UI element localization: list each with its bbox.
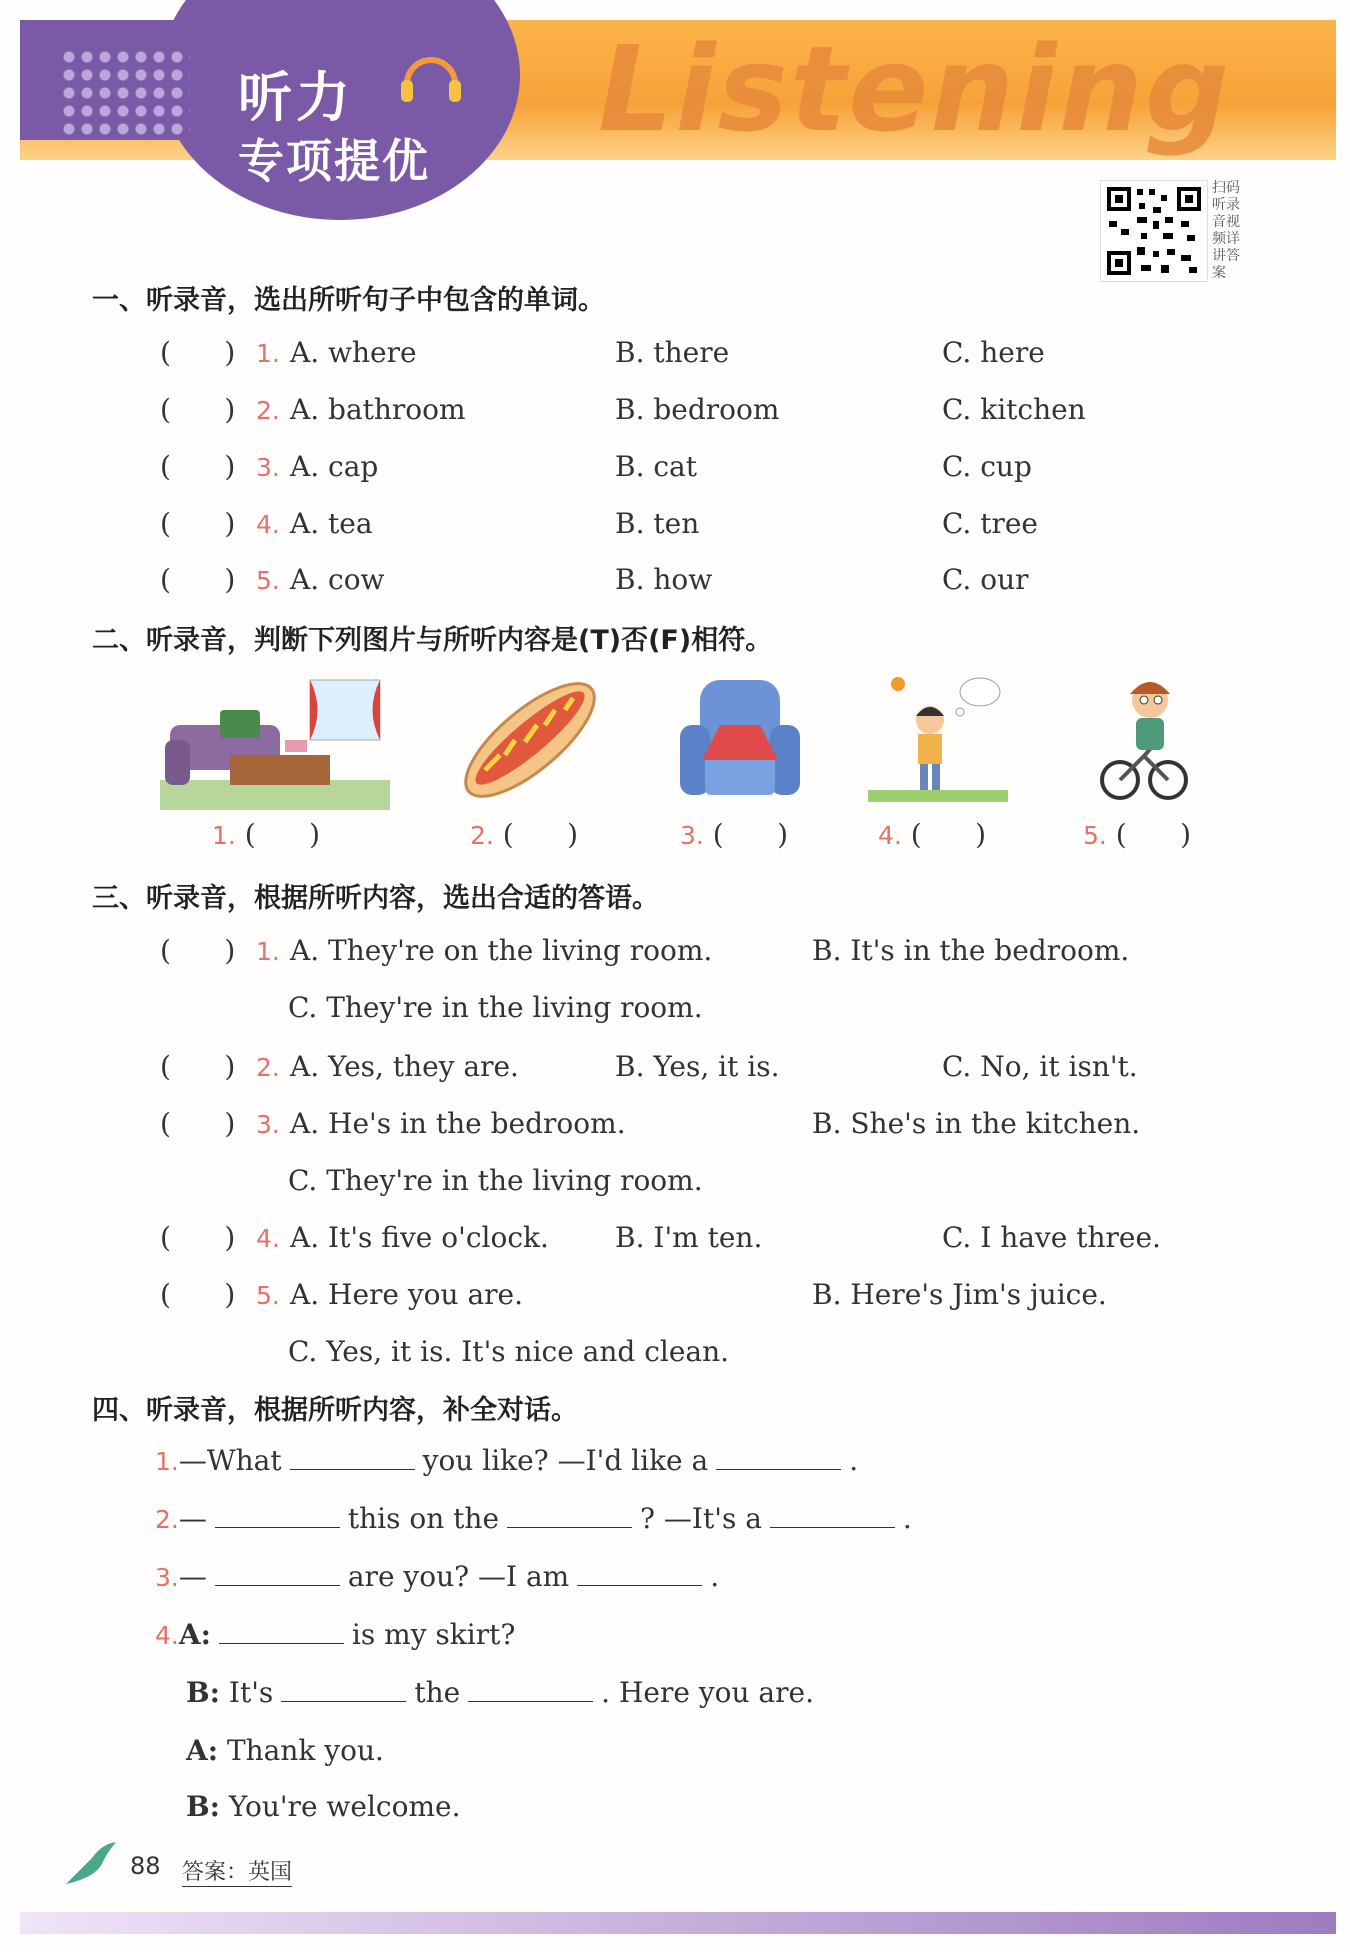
blank[interactable]	[468, 1679, 593, 1702]
title-cn-line1: 听力	[238, 66, 354, 129]
s3-option-b: B. It's in the bedroom.	[812, 934, 1130, 967]
s1-option-c: C. kitchen	[942, 393, 1086, 426]
s1-option-b: B. bedroom	[615, 393, 780, 426]
s1-answer-paren[interactable]: ( )	[160, 393, 236, 426]
picture5-answer[interactable]: 5. ( )	[1083, 818, 1192, 851]
s1-answer-paren[interactable]: ( )	[160, 450, 236, 483]
s3-answer-paren[interactable]: ( )	[160, 1278, 236, 1311]
picture3-answer[interactable]: 3. ( )	[680, 818, 789, 851]
dialogue-4-b2: B: You're welcome.	[186, 1790, 461, 1823]
s1-option-a: A. tea	[290, 507, 373, 540]
blank[interactable]	[770, 1505, 895, 1528]
s3-option-c: C. Yes, it is. It's nice and clean.	[288, 1335, 730, 1368]
picture2-answer[interactable]: 2. ( )	[470, 818, 579, 851]
s1-option-a: A. cap	[290, 450, 379, 483]
title-cn-line2: 专项提优	[238, 134, 430, 188]
blank[interactable]	[507, 1505, 632, 1528]
dialogue-2: 2.— this on the ? —It's a .	[155, 1502, 912, 1535]
s1-option-c: C. tree	[942, 507, 1039, 540]
s3-answer-paren[interactable]: ( )	[160, 1221, 236, 1254]
s1-answer-paren[interactable]: ( )	[160, 507, 236, 540]
s3-answer-paren[interactable]: ( )	[160, 1107, 236, 1140]
blank[interactable]	[281, 1679, 406, 1702]
s3-option-c: C. They're in the living room.	[288, 991, 703, 1024]
blank[interactable]	[716, 1447, 841, 1470]
s1-option-a: A. cow	[290, 563, 385, 596]
s3-option-a: A. They're on the living room.	[290, 934, 713, 967]
s3-option-a: A. Yes, they are.	[290, 1050, 519, 1083]
dialogue-1: 1.—What you like? —I'd like a .	[155, 1444, 859, 1477]
picture1-answer[interactable]: 1. ( )	[212, 818, 321, 851]
s1-option-b: B. there	[615, 336, 730, 369]
s1-item-number: 5.	[256, 566, 280, 595]
s3-option-c: C. I have three.	[942, 1221, 1161, 1254]
footer-bar	[20, 1912, 1336, 1934]
s3-option-a: A. Here you are.	[290, 1278, 524, 1311]
bird-icon	[62, 1838, 118, 1888]
s1-option-c: C. cup	[942, 450, 1032, 483]
dialogue-4-b1: B: It's the . Here you are.	[186, 1676, 814, 1709]
s1-option-a: A. bathroom	[290, 393, 466, 426]
s1-option-b: B. cat	[615, 450, 698, 483]
s1-item-number: 2.	[256, 396, 280, 425]
boy-on-bike-picture	[1100, 670, 1190, 810]
blank[interactable]	[215, 1563, 340, 1586]
blank[interactable]	[290, 1447, 415, 1470]
qr-code-icon[interactable]	[1100, 180, 1208, 282]
s1-option-c: C. here	[942, 336, 1045, 369]
blank[interactable]	[215, 1505, 340, 1528]
dot-pattern	[60, 48, 190, 138]
boy-thinking-picture	[868, 670, 1008, 810]
s1-option-b: B. ten	[615, 507, 700, 540]
page-number: 88	[130, 1852, 161, 1880]
answer-note: 答案：英国	[182, 1855, 292, 1887]
s3-answer-paren[interactable]: ( )	[160, 1050, 236, 1083]
s3-option-c: C. They're in the living room.	[288, 1164, 703, 1197]
title-en: Listening	[598, 20, 1232, 158]
skirt-on-sofa-picture	[680, 670, 800, 810]
s3-option-b: B. I'm ten.	[615, 1221, 763, 1254]
s3-option-a: A. It's five o'clock.	[290, 1221, 549, 1254]
headphone-icon	[395, 42, 465, 112]
s3-item-number: 5.	[256, 1281, 280, 1310]
dialogue-4-a1: 4.A: is my skirt?	[155, 1618, 516, 1651]
picture4-answer[interactable]: 4. ( )	[878, 818, 987, 851]
hot-dog-picture	[455, 670, 605, 810]
dialogue-4-a2: A: Thank you.	[186, 1734, 384, 1767]
s1-answer-paren[interactable]: ( )	[160, 336, 236, 369]
s1-item-number: 3.	[256, 453, 280, 482]
s3-option-b: B. She's in the kitchen.	[812, 1107, 1141, 1140]
qr-caption: 扫码听录音视频详讲答案	[1212, 180, 1240, 281]
section1-title: 一、听录音，选出所听句子中包含的单词。	[92, 285, 605, 316]
s3-item-number: 2.	[256, 1053, 280, 1082]
s3-option-c: C. No, it isn't.	[942, 1050, 1138, 1083]
section3-title: 三、听录音，根据所听内容，选出合适的答语。	[92, 883, 659, 914]
s3-answer-paren[interactable]: ( )	[160, 934, 236, 967]
blank[interactable]	[577, 1563, 702, 1586]
s3-option-b: B. Here's Jim's juice.	[812, 1278, 1107, 1311]
s1-option-b: B. how	[615, 563, 713, 596]
s3-item-number: 3.	[256, 1110, 280, 1139]
blank[interactable]	[219, 1621, 344, 1644]
living-room-picture	[160, 670, 390, 810]
s1-option-a: A. where	[290, 336, 417, 369]
s3-item-number: 1.	[256, 937, 280, 966]
s3-option-b: B. Yes, it is.	[615, 1050, 780, 1083]
dialogue-3: 3.— are you? —I am .	[155, 1560, 720, 1593]
section4-title: 四、听录音，根据所听内容，补全对话。	[92, 1395, 578, 1426]
s3-item-number: 4.	[256, 1224, 280, 1253]
s1-item-number: 4.	[256, 510, 280, 539]
s3-option-a: A. He's in the bedroom.	[290, 1107, 626, 1140]
s1-option-c: C. our	[942, 563, 1029, 596]
s1-answer-paren[interactable]: ( )	[160, 563, 236, 596]
section2-title: 二、听录音，判断下列图片与所听内容是(T)否(F)相符。	[92, 625, 773, 656]
s1-item-number: 1.	[256, 339, 280, 368]
